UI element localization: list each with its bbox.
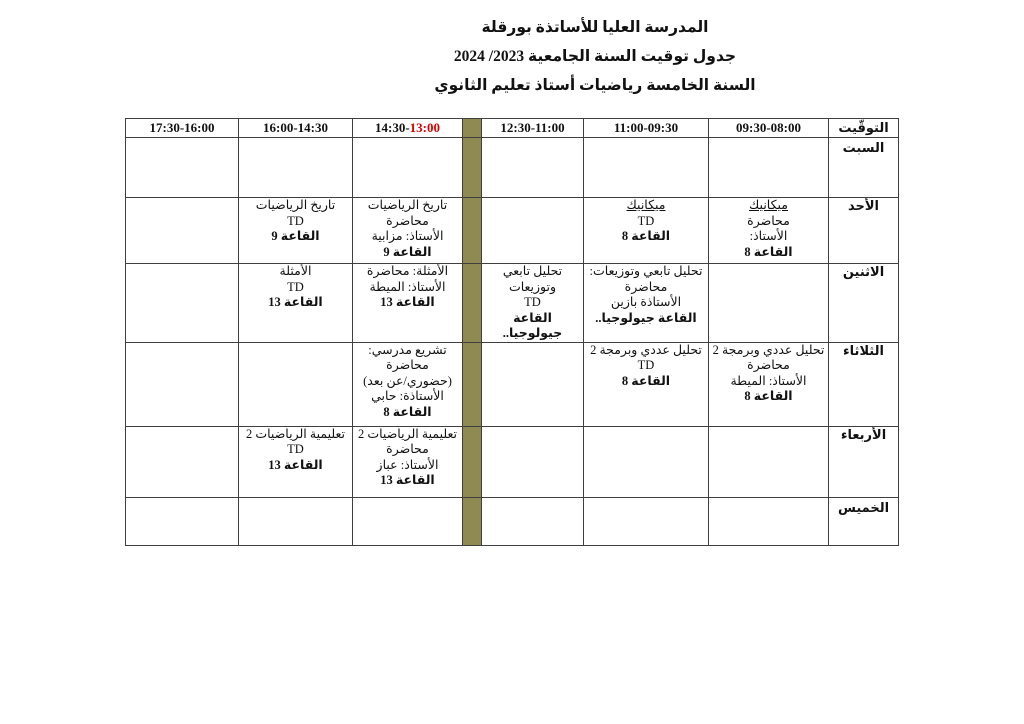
session-line: تاريخ الرياضيات [367, 198, 448, 212]
session-cell [584, 342, 709, 426]
session-cell [239, 264, 353, 343]
session-line: الأمثلة [279, 264, 312, 278]
session-line: محاضرة [624, 279, 668, 294]
empty-session-cell [126, 497, 239, 545]
session-line: القاعة 13 [268, 295, 323, 309]
session-cell [239, 426, 353, 497]
session-line: TD [637, 358, 655, 372]
session-line: القاعة 8 [621, 373, 671, 388]
day-row [126, 426, 899, 497]
empty-session-cell [353, 497, 463, 545]
school-name-title: المدرسة العليا للأساتذة بورقلة [481, 19, 709, 36]
timetable-table [125, 118, 899, 546]
empty-session-cell [709, 138, 829, 198]
session-cell [353, 342, 463, 426]
separator-cell [463, 264, 482, 343]
separator-cell [463, 426, 482, 497]
session-line: تحليل تابعي [502, 264, 563, 278]
separator-cell [463, 198, 482, 264]
session-line: تحليل عددي وبرمجة 2 [712, 342, 825, 357]
academic-year-title: جدول توقيت السنة الجامعية 2023/ 2024 [453, 48, 737, 65]
separator-column-header [463, 119, 482, 138]
session-line: القاعة 13 [268, 457, 323, 472]
session-line: الأستاذة بازين [610, 295, 682, 309]
empty-session-cell [353, 138, 463, 198]
session-line: القاعة 13 [380, 473, 435, 487]
timeslot-header-s2: 11:00-09:30 [584, 119, 709, 138]
session-line: (حضوري/عن بعد) [363, 373, 452, 388]
session-cell [584, 198, 709, 264]
empty-session-cell [709, 497, 829, 545]
day-label: الثلاثاء [829, 342, 899, 426]
day-row [126, 138, 899, 198]
session-line: الأستاذ: مزابية [371, 229, 444, 243]
empty-session-cell [709, 426, 829, 497]
session-line: القاعة 13 [380, 295, 435, 309]
session-line: ميكانيك [749, 198, 788, 212]
time-header-row [126, 119, 899, 138]
separator-cell [463, 342, 482, 426]
day-label: السبت [829, 138, 899, 198]
session-line: TD [524, 295, 541, 309]
empty-session-cell [482, 138, 584, 198]
document-header [166, 13, 1024, 100]
time-column-header: التوقّيت [829, 119, 899, 138]
empty-session-cell [239, 342, 353, 426]
empty-session-cell [482, 342, 584, 426]
timeslot-header-s7: 17:30-16:00 [126, 119, 239, 138]
separator-cell [463, 497, 482, 545]
program-title: السنة الخامسة رياضيات أستاذ تعليم الثانوي [434, 77, 756, 94]
session-line: ميكانيك [626, 198, 666, 212]
separator-cell [463, 138, 482, 198]
session-line: القاعة 9 [271, 229, 320, 243]
session-line: الأستاذ: عباز [376, 457, 439, 472]
timeslot-header-s1: 09:30-08:00 [709, 119, 829, 138]
session-line: القاعة 8 [383, 404, 432, 419]
session-line: TD [287, 279, 304, 294]
session-cell [353, 264, 463, 343]
empty-session-cell [239, 138, 353, 198]
day-row [126, 497, 899, 545]
session-line: محاضرة [386, 358, 429, 372]
day-label: الاثنين [829, 264, 899, 343]
session-line: تعليمية الرياضيات 2 [357, 426, 458, 441]
session-line: الأستاذ: الميطة [730, 373, 807, 388]
empty-session-cell [584, 497, 709, 545]
session-line: TD [287, 213, 304, 228]
day-label: الأربعاء [829, 426, 899, 497]
day-row [126, 264, 899, 343]
session-line: القاعة 8 [621, 229, 671, 243]
highlighted-time: 13:00 [409, 120, 440, 135]
day-row [126, 342, 899, 426]
session-cell [709, 342, 829, 426]
session-line: القاعة 8 [744, 389, 793, 403]
session-line: الأستاذ: الميطة [369, 279, 446, 294]
timeslot-header-s3: 12:30-11:00 [482, 119, 584, 138]
empty-session-cell [126, 138, 239, 198]
empty-session-cell [239, 497, 353, 545]
session-line: القاعة 9 [383, 244, 432, 259]
day-label: الخميس [829, 497, 899, 545]
session-line: محاضرة [747, 358, 790, 372]
session-line: محاضرة [747, 213, 790, 228]
session-line: تعليمية الرياضيات 2 [245, 426, 346, 441]
session-line: القاعة جيولوجيا.. [595, 310, 697, 325]
timeslot-header-s5: 14:30-13:00 [353, 119, 463, 138]
session-cell [584, 264, 709, 343]
empty-session-cell [482, 198, 584, 264]
session-line: TD [287, 442, 304, 456]
session-line: تشريع مدرسي: [368, 342, 447, 357]
session-line: تحليل تابعي وتوزيعات: [589, 264, 703, 278]
empty-session-cell [482, 497, 584, 545]
day-label: الأحد [829, 198, 899, 264]
session-line: محاضرة [386, 442, 429, 456]
session-line: TD [637, 213, 655, 228]
empty-session-cell [584, 426, 709, 497]
empty-session-cell [126, 198, 239, 264]
empty-session-cell [126, 264, 239, 343]
session-cell [353, 426, 463, 497]
session-line: وتوزيعات [508, 279, 557, 294]
session-line: الأستاذ: [749, 229, 788, 243]
session-line: القاعة 8 [744, 244, 793, 259]
session-cell [709, 198, 829, 264]
session-cell [482, 264, 584, 343]
session-line: تحليل عددي وبرمجة 2 [590, 342, 702, 357]
empty-session-cell [709, 264, 829, 343]
empty-session-cell [482, 426, 584, 497]
session-line: الأمثلة: محاضرة [366, 264, 449, 278]
empty-session-cell [126, 342, 239, 426]
empty-session-cell [126, 426, 239, 497]
empty-session-cell [584, 138, 709, 198]
session-line: الأستاذة: حابي [371, 389, 444, 403]
timeslot-header-s6: 16:00-14:30 [239, 119, 353, 138]
session-cell [353, 198, 463, 264]
session-line: القاعة جيولوجيا.. [502, 310, 563, 340]
session-cell [239, 198, 353, 264]
day-row [126, 198, 899, 264]
session-line: تاريخ الرياضيات [255, 198, 336, 212]
session-line: محاضرة [386, 213, 429, 228]
